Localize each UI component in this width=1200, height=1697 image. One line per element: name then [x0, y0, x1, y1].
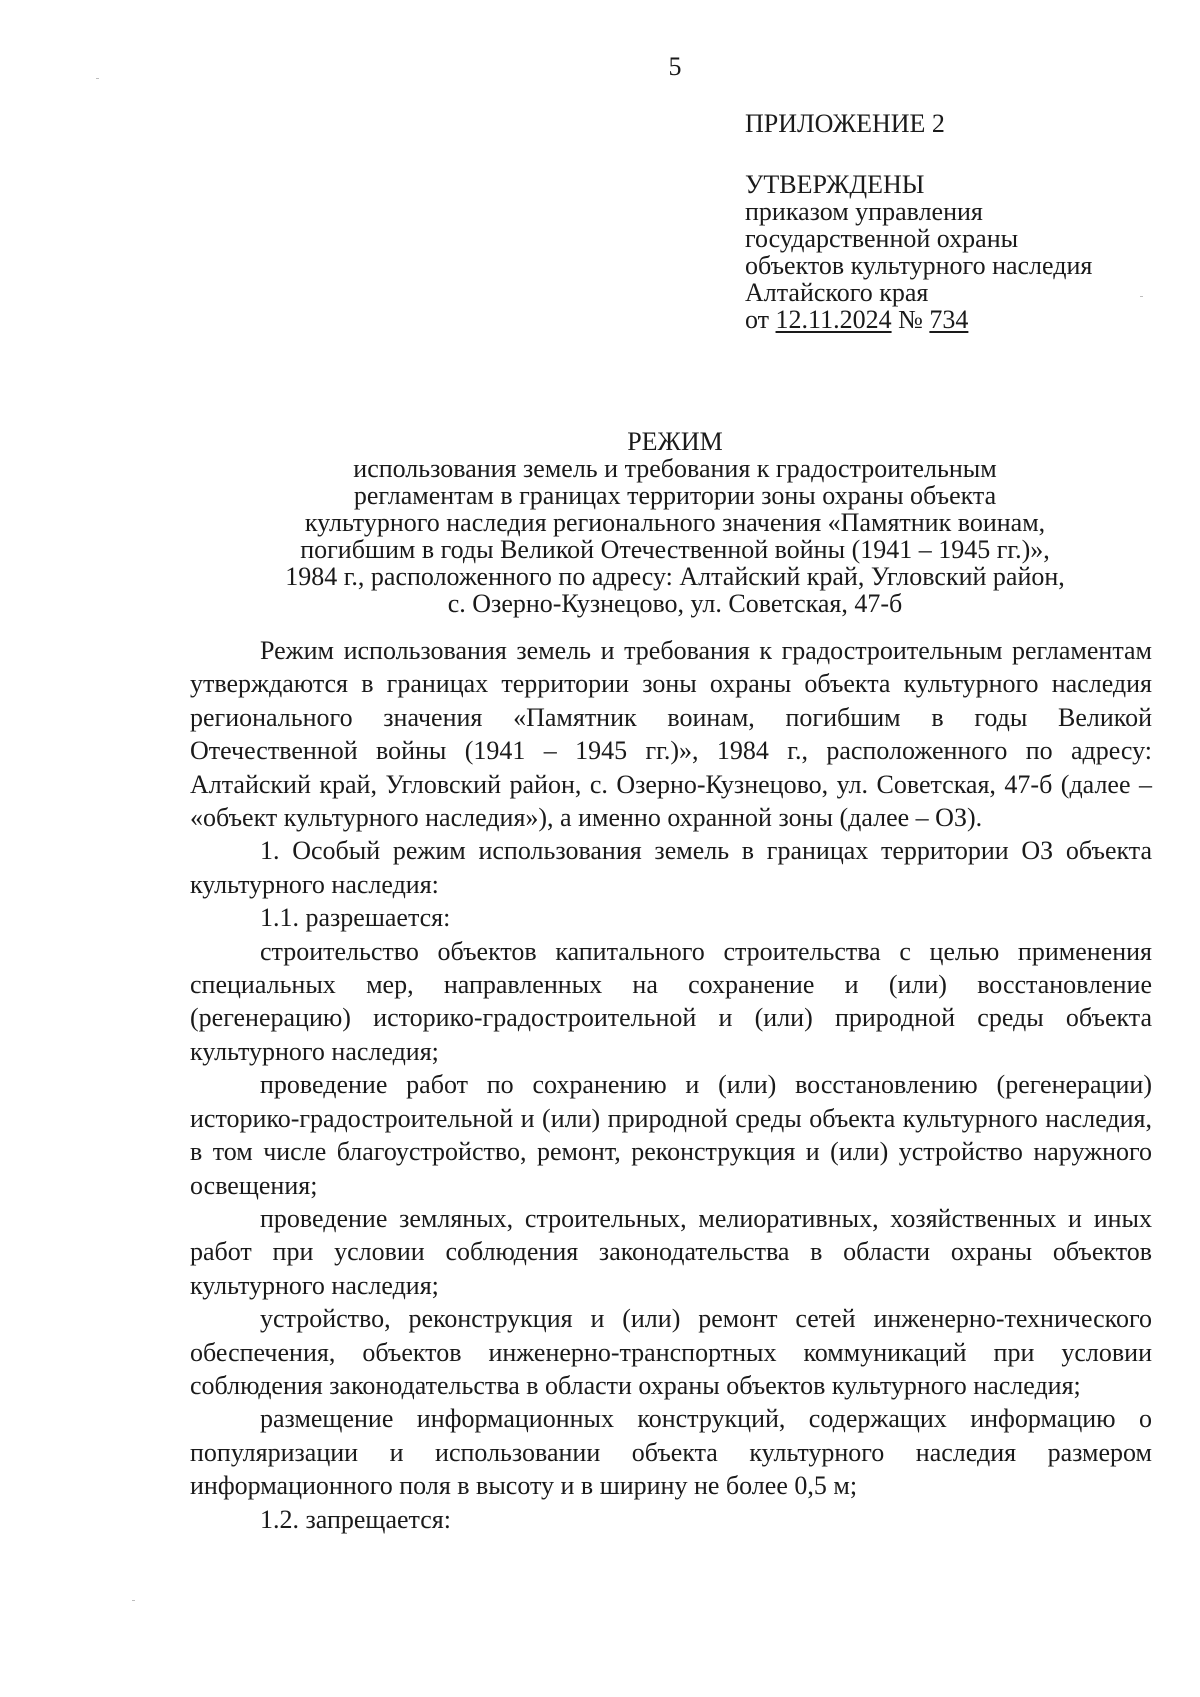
approval-line: приказом управления — [745, 197, 983, 226]
title-line: регламентам в границах территории зоны охраны объекта — [353, 481, 997, 510]
title-line: 1984 г., расположенного по адресу: Алтайский край, Угловский район, — [285, 562, 1065, 591]
section-1-heading: 1. Особый режим использования земель в границах территории ОЗ объекта культурного наследия: — [190, 836, 1152, 899]
title-line: культурного наследия регионального значения «Памятник воинам, — [304, 508, 1046, 537]
subsection-1-2-heading: 1.2. запрещается: — [260, 1504, 451, 1534]
approved-label: УТВЕРЖДЕНЫ — [745, 170, 925, 199]
scan-speck — [1140, 296, 1143, 297]
document-body — [190, 634, 1152, 1536]
allowed-item: устройство, реконструкция и (или) ремонт сетей инженерно-технического обеспечения, объектов инженерно-транспортных коммуникаций при условии соблюдения законодательства в области охраны объектов культурного наследия; — [190, 1304, 1152, 1400]
subsection-1-1-heading: 1.1. разрешается: — [260, 903, 451, 933]
scan-speck — [132, 1600, 135, 1601]
title-line: использования земель и требования к градостроительным — [353, 454, 997, 483]
allowed-item: размещение информационных конструкций, содержащих информацию о популяризации и использовании объекта культурного наследия размером информационного поля в высоту и в ширину не более 0,5 м; — [190, 1404, 1152, 1501]
allowed-item: проведение работ по сохранению и (или) восстановлению (регенерации) историко-градостроительной и (или) природной среды объекта культурного наследия, в том числе благоустройство, ремонт, реконструкция и (или) устройство наружного освещения; — [190, 1070, 1152, 1200]
allowed-item: строительство объектов капитального строительства с целью применения специальных мер, направленных на сохранение и (или) восстановление (регенерацию) историко-градостроительной и (или) природной среды объекта культурного наследия; — [190, 936, 1152, 1066]
approval-stamp-block — [745, 110, 1165, 333]
approval-date-line — [745, 306, 1165, 333]
scan-speck — [96, 78, 99, 79]
document-title-block — [0, 428, 1200, 617]
number-sign: № — [898, 305, 923, 334]
approval-line: государственной охраны — [745, 224, 1019, 253]
date-prefix: от — [745, 305, 770, 334]
allowed-item: проведение земляных, строительных, мелиоративных, хозяйственных и иных работ при условии соблюдения законодательства в области охраны объектов культурного наследия; — [190, 1203, 1152, 1300]
document-title: РЕЖИМ — [627, 427, 723, 456]
order-date: 12.11.2024 — [775, 305, 892, 334]
title-line: с. Озерно-Кузнецово, ул. Советская, 47-б — [447, 589, 903, 618]
approval-line: Алтайского края — [745, 278, 929, 307]
appendix-label: ПРИЛОЖЕНИЕ 2 — [745, 109, 945, 138]
order-number: 734 — [929, 305, 969, 334]
title-line: погибшим в годы Великой Отечественной войны (1941 – 1945 гг.)», — [300, 535, 1050, 564]
approval-line: объектов культурного наследия — [745, 251, 1093, 280]
page-number: 5 — [668, 52, 682, 81]
intro-paragraph: Режим использования земель и требования к градостроительным регламентам утверждаются в границах территории зоны охраны объекта культурного наследия регионального значения «Памятник воинам, погибшим в годы Великой Отечественной войны (1941 – 1945 гг.)», 1984 г., расположенного по адресу: Алтайский край, Угловский район, с. Озерно-Кузнецово, ул. Советская, 47-б (далее – «объект культурного наследия»), а именно охранной зоны (далее – ОЗ). — [190, 636, 1152, 833]
